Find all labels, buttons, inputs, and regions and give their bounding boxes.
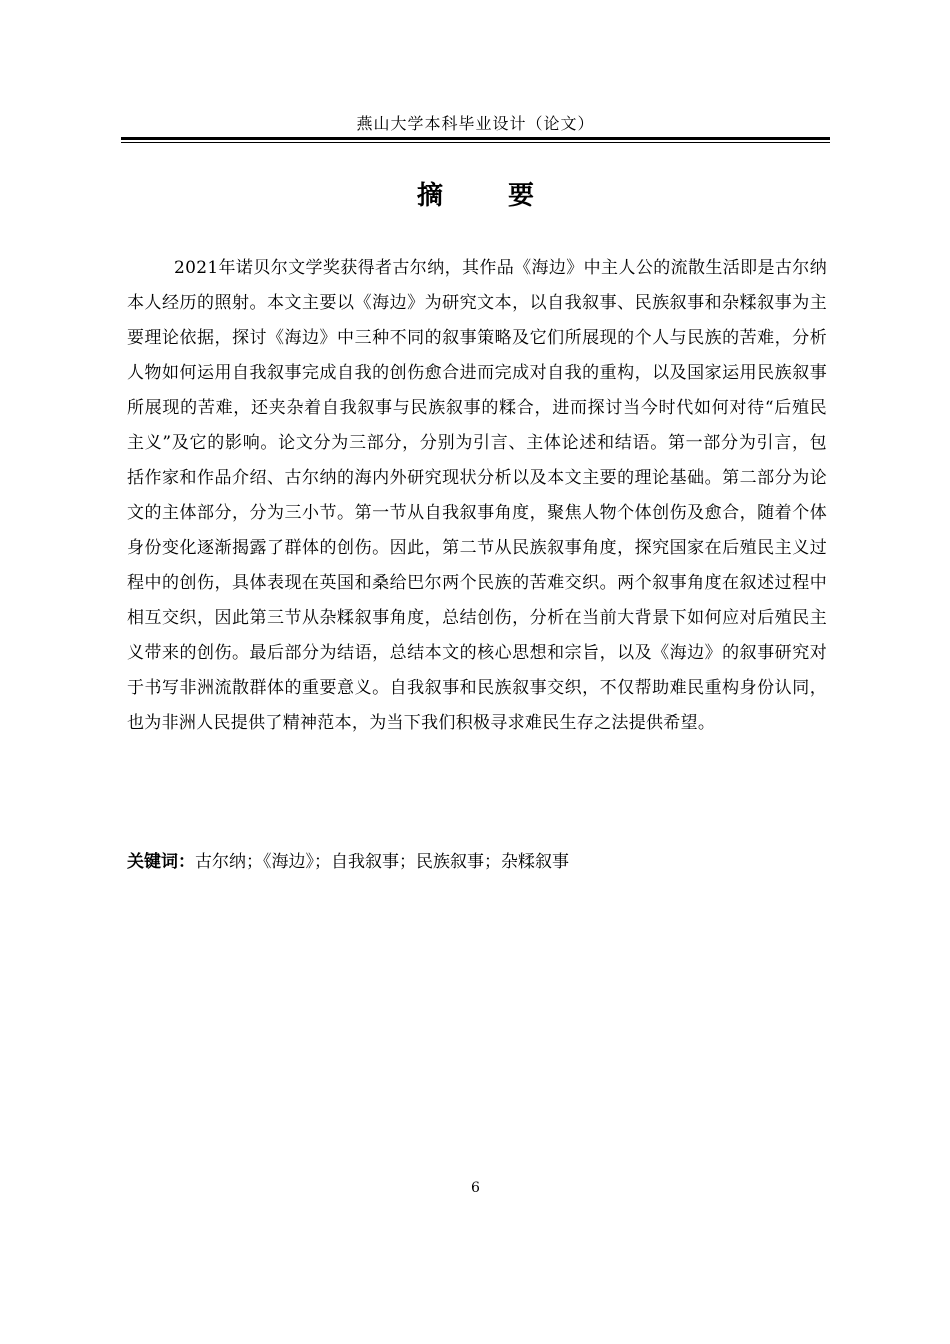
header-rule-thick — [121, 137, 830, 140]
keywords-label: 关键词： — [127, 852, 195, 872]
page-number: 6 — [471, 1180, 480, 1196]
keywords-line — [127, 847, 827, 877]
keywords-value: 古尔纳；《海边》；自我叙事；民族叙事；杂糅叙事 — [195, 852, 569, 872]
running-header: 燕山大学本科毕业设计（论文） — [356, 114, 595, 133]
abstract-title: 摘 要 — [416, 181, 563, 211]
abstract-body: 2021年诺贝尔文学奖获得者古尔纳，其作品《海边》中主人公的流散生活即是古尔纳本人经历的照射。本文主要以《海边》为研究文本，以自我叙事、民族叙事和杂糅叙事为主要理论依据，探讨《海边》中三种不同的叙事策略及它们所展现的个人与民族的苦难，分析人物如何运用自我叙事完成自我的创伤愈合进而完成对自我的重构，以及国家运用民族叙事所展现的苦难，还夹杂着自我叙事与民族叙事的糅合，进而探讨当今时代如何对待“后殖民主义”及它的影响。论文分为三部分，分别为引言、主体论述和结语。第一部分为引言，包括作家和作品介绍、古尔纳的海内外研究现状分析以及本文主要的理论基础。第二部分为论文的主体部分，分为三小节。第一节从自我叙事角度，聚焦人物个体创伤及愈合，随着个体身份变化逐渐揭露了群体的创伤。因此，第二节从民族叙事角度，探究国家在后殖民主义过程中的创伤，具体表现在英国和桑给巴尔两个民族的苦难交织。两个叙事角度在叙述过程中相互交织，因此第三节从杂糅叙事角度，总结创伤，分析在当前大背景下如何应对后殖民主义带来的创伤。最后部分为结语，总结本文的核心思想和宗旨，以及《海边》的叙事研究对于书写非洲流散群体的重要意义。自我叙事和民族叙事交织，不仅帮助难民重构身份认同，也为非洲人民提供了精神范本，为当下我们积极寻求难民生存之法提供希望。 — [127, 258, 827, 733]
header-rule-thin — [121, 142, 830, 143]
